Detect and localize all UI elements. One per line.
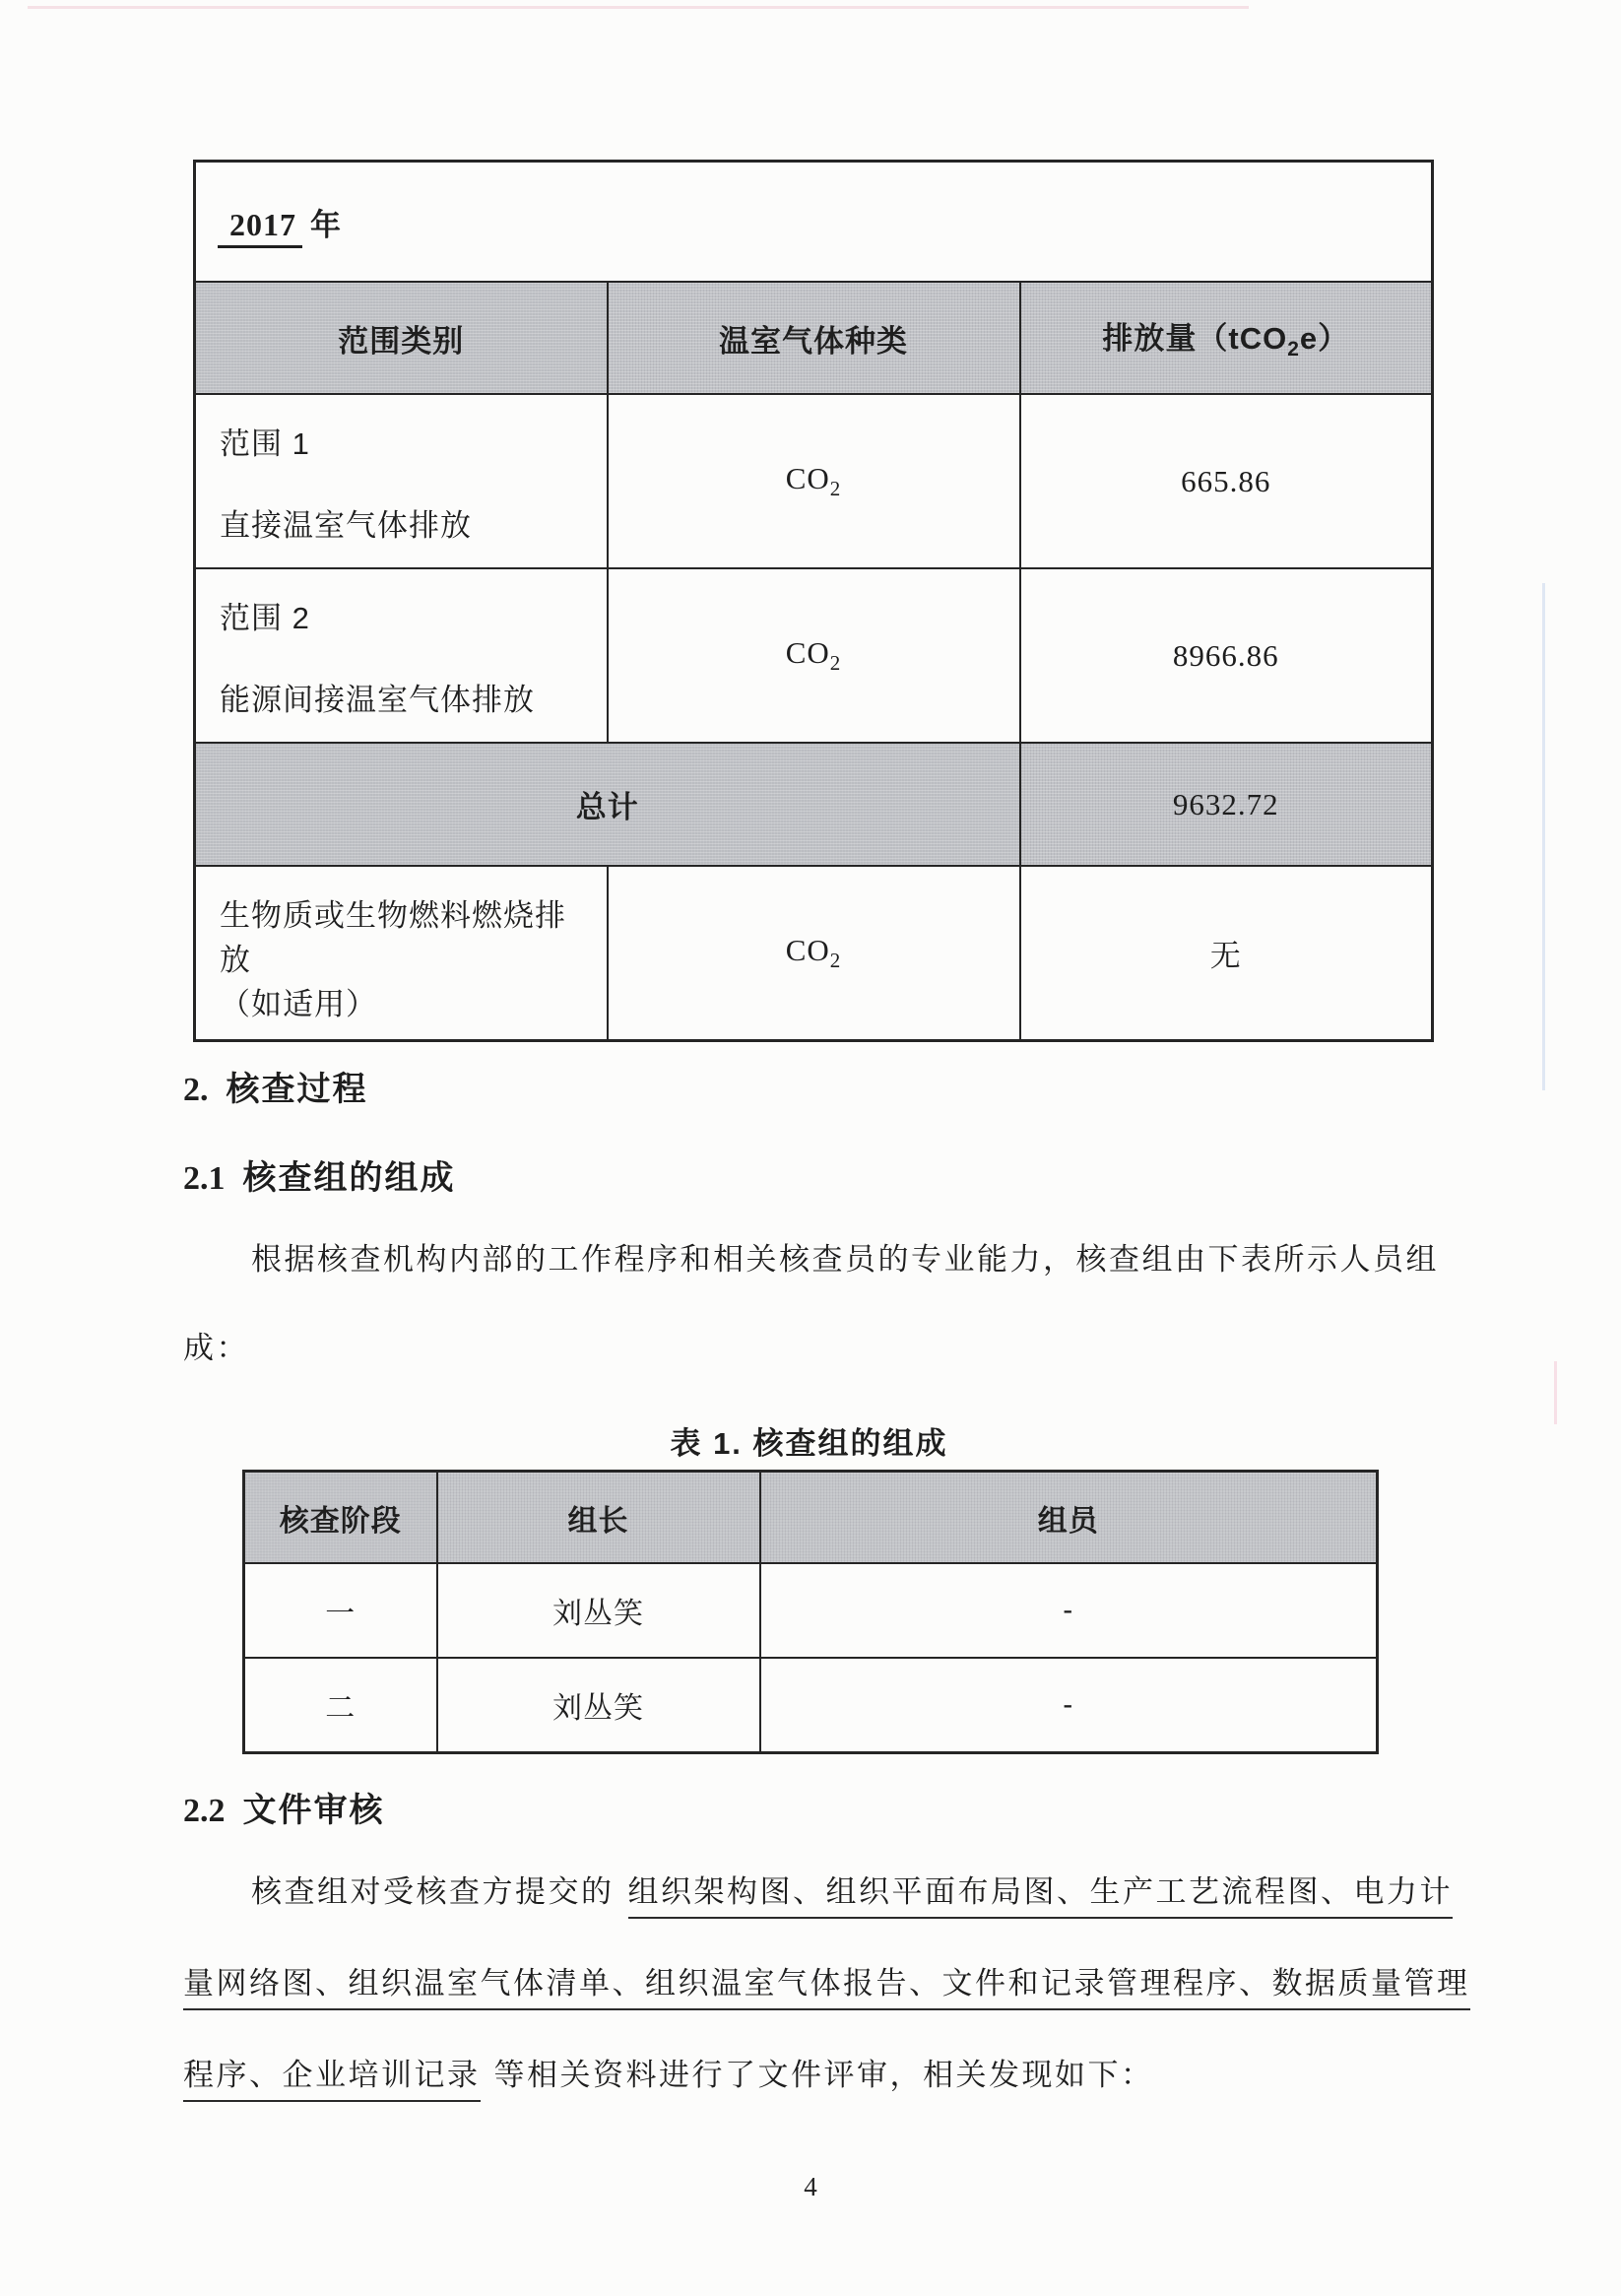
header-gas-type: 温室气体种类 [608,282,1020,394]
section-2-1-paragraph-line1: 根据核查机构内部的工作程序和相关核查员的专业能力，核查组由下表所示人员组 [251,1242,1439,1277]
line1-underlined-documents: 组织架构图、组织平面布局图、生产工艺流程图、电力计 [628,1874,1454,1919]
scope1-gas-cell [608,394,1020,568]
biomass-value: 无 [1209,939,1242,973]
scope2-title: 范围 2 [220,600,310,635]
table-1-title: 表 1. 核查组的组成 [670,1426,948,1461]
scope2-gas-sub: 2 [829,651,842,676]
scope1-title: 范围 1 [220,426,310,461]
header-emission-amount [1020,282,1433,394]
section-2-1-paragraph-line2: 成： [183,1331,249,1365]
section-2-heading [183,1062,368,1110]
section-2-2-paragraph-line3 [183,2050,1154,2094]
line1-plain-text: 核查组对受核查方提交的 [251,1874,615,1909]
section-2-2-title: 文件审核 [242,1792,385,1829]
biomass-gas-sub: 2 [829,949,842,973]
team-table-row-2 [244,1658,1378,1753]
biomass-note: （如适用） [220,986,377,1021]
scope1-value: 665.86 [1181,463,1271,498]
section-2-1-title: 核查组的组成 [242,1159,456,1197]
emissions-table [193,160,1434,1042]
section-2-title: 核查过程 [226,1071,368,1108]
scope2-gas-cell [608,568,1020,743]
leader-1: 刘丛笑 [437,1563,760,1658]
header-team-members: 组员 [760,1472,1378,1564]
emission-header-unit-end: e） [1299,321,1350,357]
team-header-row [244,1472,1378,1564]
biomass-gas-cell [608,866,1020,1041]
emission-header-text: 排放量（tCO [1102,321,1288,357]
scope1-cell [195,394,608,568]
emissions-header-row [195,282,1433,394]
section-2-2-number: 2.2 [183,1793,226,1829]
team-table [242,1470,1379,1754]
team-table-row-1 [244,1563,1378,1658]
header-verification-stage: 核查阶段 [244,1472,437,1564]
leader-2: 刘丛笑 [437,1658,760,1753]
emission-header-sub: 2 [1287,338,1300,361]
page-number: 4 [804,2172,817,2201]
scope1-value-cell [1020,394,1433,568]
stage-2: 二 [244,1658,437,1753]
table-row-biomass [195,866,1433,1041]
scope1-desc: 直接温室气体排放 [220,507,472,543]
table-row-scope2 [195,568,1433,743]
section-2-2-heading [183,1783,385,1831]
members-2: - [760,1658,1378,1753]
header-team-leader: 组长 [437,1472,760,1564]
scan-artifact-top [28,6,1249,9]
total-label: 总计 [195,743,1020,866]
scope2-gas: CO [785,634,830,670]
line2-underlined-documents: 量网络图、组织温室气体清单、组织温室气体报告、文件和记录管理程序、数据质量管理 [183,1966,1470,2010]
report-year-cell [195,162,1433,283]
total-value: 9632.72 [1172,786,1279,821]
team-table-container [242,1470,1379,1754]
section-2-2-paragraph-line2 [183,1958,1470,2002]
scope2-cell [195,568,608,743]
report-year-suffix: 年 [310,207,342,242]
biomass-value-cell [1020,866,1433,1041]
section-2-number: 2. [183,1072,209,1108]
table-row-total [195,743,1433,866]
scope1-gas-sub: 2 [829,477,842,501]
stage-1: 一 [244,1563,437,1658]
scope2-value-cell [1020,568,1433,743]
report-year: 2017 [218,207,302,248]
section-2-1-heading [183,1150,456,1199]
line3-plain-text: 等相关资料进行了文件评审，相关发现如下： [493,2058,1154,2092]
scan-artifact-right-blue [1542,583,1545,1090]
section-2-2-paragraph-line1 [251,1867,1453,1911]
members-1: - [760,1563,1378,1658]
line3-underlined-documents: 程序、企业培训记录 [183,2058,481,2102]
emissions-table-container [193,160,1434,1042]
section-2-1-number: 2.1 [183,1160,226,1197]
biomass-gas: CO [785,932,830,967]
biomass-title: 生物质或生物燃料燃烧排放 [220,897,566,977]
biomass-cell [195,866,608,1041]
scan-artifact-right-pink [1554,1361,1557,1424]
scope2-desc: 能源间接温室气体排放 [220,682,535,717]
table-row-scope1 [195,394,1433,568]
scope1-gas: CO [785,460,830,495]
total-value-cell [1020,743,1433,866]
header-scope-category: 范围类别 [195,282,608,394]
emissions-caption-row [195,162,1433,283]
scope2-value: 8966.86 [1172,637,1279,673]
